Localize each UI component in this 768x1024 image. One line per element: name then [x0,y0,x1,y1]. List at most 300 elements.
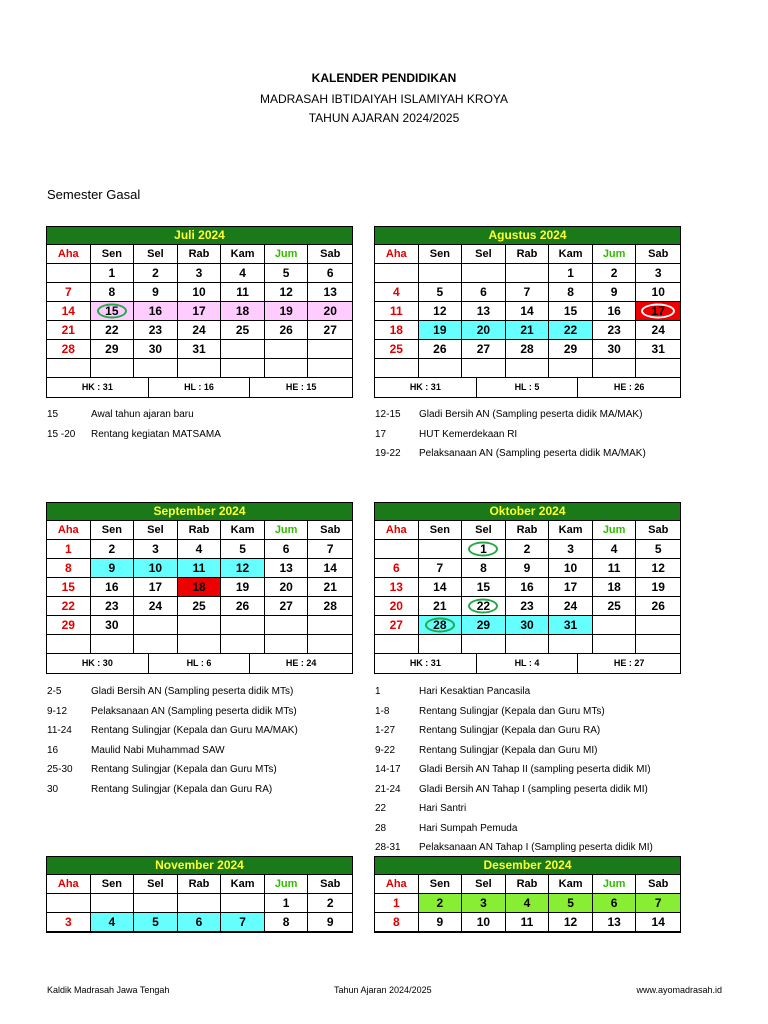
day-header: Kam [549,521,593,540]
day-cell: 9 [506,559,550,578]
day-cell: 4 [178,540,222,559]
note-date: 9-22 [375,744,396,756]
empty-cell [47,894,91,913]
empty-cell [134,616,178,635]
summary-he: HE : 27 [613,658,645,668]
empty-cell [134,635,178,654]
day-cell: 24 [134,597,178,616]
day-cell: 5 [636,540,680,559]
calendar-oktober [374,502,681,674]
day-cell: 9 [308,913,352,932]
day-cell: 12 [221,559,265,578]
day-cell: 21 [506,321,550,340]
note-item [47,764,347,784]
day-cell: 13 [462,302,506,321]
day-cell: 2 [419,894,463,913]
day-cell: 7 [308,540,352,559]
day-cell: 1 [265,894,309,913]
note-text: Awal tahun ajaran baru [91,409,194,420]
note-text: Gladi Bersih AN (Sampling peserta didik MTs) [91,686,294,697]
day-cell: 22 [462,597,506,616]
note-date: 2-5 [47,686,62,697]
day-cell: 5 [549,894,593,913]
day-header: Sen [419,521,463,540]
note-date: 22 [375,803,387,814]
day-cell: 20 [308,302,352,321]
day-cell: 6 [462,283,506,302]
empty-cell [221,340,265,359]
day-cell: 6 [178,913,222,932]
day-cell: 16 [593,302,637,321]
footer-right: www.ayomadrasah.id [636,985,722,995]
empty-cell [506,359,550,378]
note-text: Hari Kesaktian Pancasila [419,686,531,697]
day-cell: 13 [308,283,352,302]
day-header: Rab [506,245,550,264]
day-cell: 7 [47,283,91,302]
day-header: Sen [91,521,135,540]
day-header: Aha [47,521,91,540]
note-text: Rentang Sulingjar (Kepala dan Guru RA) [91,783,273,795]
semester-label: Semester Gasal [47,187,141,202]
day-header: Sen [91,245,135,264]
day-header: Sen [419,875,463,894]
day-cell: 23 [134,321,178,340]
empty-cell [91,894,135,913]
day-cell: 20 [462,321,506,340]
note-text: Pelaksanaan AN (Sampling peserta didik MTs) [91,705,297,717]
day-cell: 9 [419,913,463,932]
day-cell: 9 [593,283,637,302]
notes-september [47,686,347,803]
day-cell: 4 [91,913,135,932]
day-cell: 15 [47,578,91,597]
day-header: Rab [506,521,550,540]
note-item [375,409,705,429]
day-cell: 8 [265,913,309,932]
note-date: 28 [375,822,387,834]
day-cell: 25 [593,597,637,616]
summary-hl: HL : 5 [477,378,579,397]
note-text: Maulid Nabi Muhammad SAW [91,744,225,756]
day-cell: 3 [549,540,593,559]
empty-cell [506,264,550,283]
note-date: 25-30 [47,764,73,775]
day-cell: 11 [178,559,222,578]
day-header: Rab [178,245,222,264]
day-cell: 27 [265,597,309,616]
note-text: Rentang kegiatan MATSAMA [91,428,221,440]
note-item [375,686,705,706]
day-cell: 3 [178,264,222,283]
empty-cell [636,616,680,635]
empty-cell [91,635,135,654]
day-cell: 25 [221,321,265,340]
day-cell: 31 [549,616,593,635]
day-header: Jum [265,875,309,894]
day-cell: 23 [506,597,550,616]
empty-cell [91,359,135,378]
empty-cell [265,616,309,635]
calendar-agustus [374,226,681,398]
day-cell: 12 [636,559,680,578]
footer-left: Kaldik Madrasah Jawa Tengah [47,985,170,995]
day-cell: 28 [506,340,550,359]
day-cell: 8 [462,559,506,578]
month-title: Agustus 2024 [375,227,680,245]
day-cell: 11 [506,913,550,932]
note-date: 19-22 [375,448,401,459]
day-cell: 6 [308,264,352,283]
day-header: Sab [308,521,352,540]
note-item [47,784,347,804]
day-header: Kam [221,875,265,894]
day-header: Jum [265,521,309,540]
day-cell: 4 [593,540,637,559]
note-item [375,823,705,843]
day-cell: 16 [506,578,550,597]
day-header: Aha [375,521,419,540]
note-date: 15 -20 [47,428,76,440]
day-cell: 15 [549,302,593,321]
day-cell: 6 [375,559,419,578]
note-date: 28-31 [375,842,401,853]
empty-cell [419,635,463,654]
notes-juli [47,409,347,448]
day-cell: 26 [419,340,463,359]
day-cell: 24 [178,321,222,340]
day-cell: 10 [462,913,506,932]
day-cell: 28 [47,340,91,359]
day-header: Rab [178,521,222,540]
month-title: Oktober 2024 [375,503,680,521]
note-item [375,745,705,765]
note-date: 30 [47,783,59,795]
day-cell: 9 [134,283,178,302]
summary-hl: HL : 4 [477,654,579,673]
day-cell: 26 [636,597,680,616]
day-header: Sel [134,521,178,540]
empty-cell [462,264,506,283]
month-title: September 2024 [47,503,352,521]
day-cell: 25 [178,597,222,616]
day-cell: 26 [265,321,309,340]
note-item [375,448,705,468]
note-item [47,429,347,449]
note-date: 1-8 [375,705,390,717]
day-header: Jum [265,245,309,264]
day-cell: 26 [221,597,265,616]
note-date: 21-24 [375,783,401,795]
note-text: Gladi Bersih AN Tahap II (sampling peserta didik MI) [419,764,651,775]
empty-cell [375,359,419,378]
day-cell: 4 [375,283,419,302]
note-item [375,429,705,449]
calendar-september [46,502,353,674]
day-cell: 1 [549,264,593,283]
day-cell: 5 [265,264,309,283]
note-item [47,686,347,706]
day-cell: 28 [419,616,463,635]
empty-cell [308,340,352,359]
note-date: 15 [47,409,59,420]
day-header: Kam [549,245,593,264]
day-header: Sel [134,245,178,264]
empty-cell [221,894,265,913]
day-cell: 17 [178,302,222,321]
day-cell: 29 [549,340,593,359]
day-cell: 19 [221,578,265,597]
day-cell: 18 [178,578,222,597]
empty-cell [549,359,593,378]
day-header: Kam [221,521,265,540]
summary-hk: HK : 31 [375,654,477,673]
note-text: Gladi Bersih AN (Sampling peserta didik MA/MAK) [419,409,643,420]
note-item [375,803,705,823]
day-cell: 3 [462,894,506,913]
empty-cell [506,635,550,654]
note-date: 12-15 [375,409,401,420]
note-item [47,706,347,726]
day-cell: 13 [265,559,309,578]
day-header: Aha [47,245,91,264]
day-cell: 1 [375,894,419,913]
empty-cell [47,264,91,283]
empty-cell [221,359,265,378]
calendar-juli [46,226,353,398]
summary-row [47,654,352,673]
day-header: Sel [462,875,506,894]
day-cell: 20 [375,597,419,616]
day-cell: 18 [593,578,637,597]
day-cell: 28 [308,597,352,616]
note-date: 17 [375,428,387,440]
day-cell: 17 [134,578,178,597]
summary-row [375,378,680,397]
empty-cell [308,616,352,635]
empty-cell [419,359,463,378]
empty-cell [419,540,463,559]
day-cell: 4 [506,894,550,913]
day-cell: 16 [91,578,135,597]
day-header: Rab [178,875,222,894]
note-text: Rentang Sulingjar (Kepala dan Guru RA) [419,725,601,736]
day-header: Sel [134,875,178,894]
day-header: Jum [593,521,637,540]
day-cell: 2 [593,264,637,283]
summary-hk: HK : 31 [375,378,477,397]
day-cell: 15 [91,302,135,321]
note-text: Rentang Sulingjar (Kepala dan Guru MA/MAK) [91,725,298,736]
day-cell: 3 [636,264,680,283]
empty-cell [134,359,178,378]
empty-cell [265,635,309,654]
empty-cell [308,359,352,378]
day-cell: 30 [134,340,178,359]
day-cell: 22 [549,321,593,340]
day-cell: 24 [636,321,680,340]
empty-cell [178,359,222,378]
day-cell: 30 [593,340,637,359]
day-cell: 2 [308,894,352,913]
day-cell: 19 [419,321,463,340]
empty-cell [419,264,463,283]
day-cell: 22 [47,597,91,616]
note-item [375,842,705,862]
day-cell: 31 [636,340,680,359]
summary-hk: HK : 31 [47,378,149,397]
day-cell: 14 [636,913,680,932]
footer-center: Tahun Ajaran 2024/2025 [334,985,432,995]
day-header: Sel [462,245,506,264]
day-cell: 1 [47,540,91,559]
day-cell: 23 [91,597,135,616]
empty-cell [549,635,593,654]
summary-row [47,378,352,397]
empty-cell [462,635,506,654]
academic-year: TAHUN AJARAN 2024/2025 [308,111,460,125]
empty-cell [178,616,222,635]
summary-he: HE : 24 [285,658,317,668]
day-cell: 21 [308,578,352,597]
day-header: Jum [593,875,637,894]
day-cell: 10 [636,283,680,302]
day-header: Sen [419,245,463,264]
note-item [375,764,705,784]
day-cell: 16 [134,302,178,321]
school-name: MADRASAH IBTIDAIYAH ISLAMIYAH KROYA [259,92,509,106]
day-cell: 25 [375,340,419,359]
calendar-november [46,856,353,933]
day-cell: 14 [506,302,550,321]
day-cell: 6 [265,540,309,559]
day-cell: 27 [308,321,352,340]
day-header: Aha [375,875,419,894]
summary-row [375,654,680,673]
day-header: Sab [636,875,680,894]
month-title: Juli 2024 [47,227,352,245]
day-cell: 21 [47,321,91,340]
day-cell: 19 [265,302,309,321]
day-cell: 30 [91,616,135,635]
day-header: Sab [636,521,680,540]
note-text: Pelaksanaan AN (Sampling peserta didik MA/MAK) [419,448,646,459]
day-header: Sab [308,245,352,264]
note-item [375,784,705,804]
note-text: Pelaksanaan AN Tahap I (Sampling peserta didik MI) [419,842,653,853]
day-cell: 2 [91,540,135,559]
day-header: Aha [47,875,91,894]
note-date: 14-17 [375,764,401,775]
day-cell: 12 [549,913,593,932]
empty-cell [636,359,680,378]
summary-he: HE : 26 [613,382,645,392]
empty-cell [47,635,91,654]
note-item [375,725,705,745]
empty-cell [221,635,265,654]
day-cell: 29 [91,340,135,359]
empty-cell [308,635,352,654]
note-item [47,725,347,745]
note-text: Hari Santri [419,803,467,814]
note-text: Rentang Sulingjar (Kepala dan Guru MI) [419,744,598,756]
note-text: Rentang Sulingjar (Kepala dan Guru MTs) [91,764,277,775]
day-cell: 8 [375,913,419,932]
empty-cell [593,359,637,378]
day-cell: 10 [178,283,222,302]
empty-cell [47,359,91,378]
empty-cell [265,359,309,378]
day-cell: 29 [47,616,91,635]
day-cell: 5 [221,540,265,559]
note-date: 1-27 [375,725,396,736]
day-header: Jum [593,245,637,264]
day-cell: 15 [462,578,506,597]
day-header: Kam [221,245,265,264]
empty-cell [593,635,637,654]
day-cell: 12 [265,283,309,302]
day-cell: 7 [221,913,265,932]
day-cell: 27 [462,340,506,359]
note-text: Gladi Bersih AN Tahap I (sampling peserta didik MI) [419,783,648,795]
day-cell: 23 [593,321,637,340]
day-cell: 8 [91,283,135,302]
day-header: Kam [549,875,593,894]
empty-cell [636,635,680,654]
day-cell: 27 [375,616,419,635]
day-header: Sab [636,245,680,264]
day-cell: 10 [549,559,593,578]
note-date: 9-12 [47,705,68,717]
summary-hl: HL : 6 [149,654,251,673]
summary-hk: HK : 30 [47,654,149,673]
day-cell: 24 [549,597,593,616]
day-cell: 17 [636,302,680,321]
day-cell: 2 [506,540,550,559]
summary-hl: HL : 16 [149,378,251,397]
day-cell: 29 [462,616,506,635]
day-cell: 14 [47,302,91,321]
day-header: Rab [506,875,550,894]
day-header: Sen [91,875,135,894]
empty-cell [221,616,265,635]
day-cell: 11 [221,283,265,302]
day-cell: 3 [134,540,178,559]
empty-cell [593,616,637,635]
empty-cell [134,894,178,913]
day-cell: 7 [419,559,463,578]
notes-agustus [375,409,705,468]
day-cell: 19 [636,578,680,597]
day-cell: 17 [549,578,593,597]
month-title: Desember 2024 [375,857,680,875]
note-date: 11-24 [47,725,72,736]
day-cell: 18 [375,321,419,340]
month-title: November 2024 [47,857,352,875]
day-cell: 8 [549,283,593,302]
day-cell: 3 [47,913,91,932]
day-cell: 11 [593,559,637,578]
empty-cell [178,635,222,654]
calendar-desember [374,856,681,933]
day-cell: 5 [134,913,178,932]
note-date: 16 [47,744,59,756]
day-cell: 14 [419,578,463,597]
day-header: Sab [308,875,352,894]
note-item [375,706,705,726]
day-cell: 1 [91,264,135,283]
day-cell: 1 [462,540,506,559]
